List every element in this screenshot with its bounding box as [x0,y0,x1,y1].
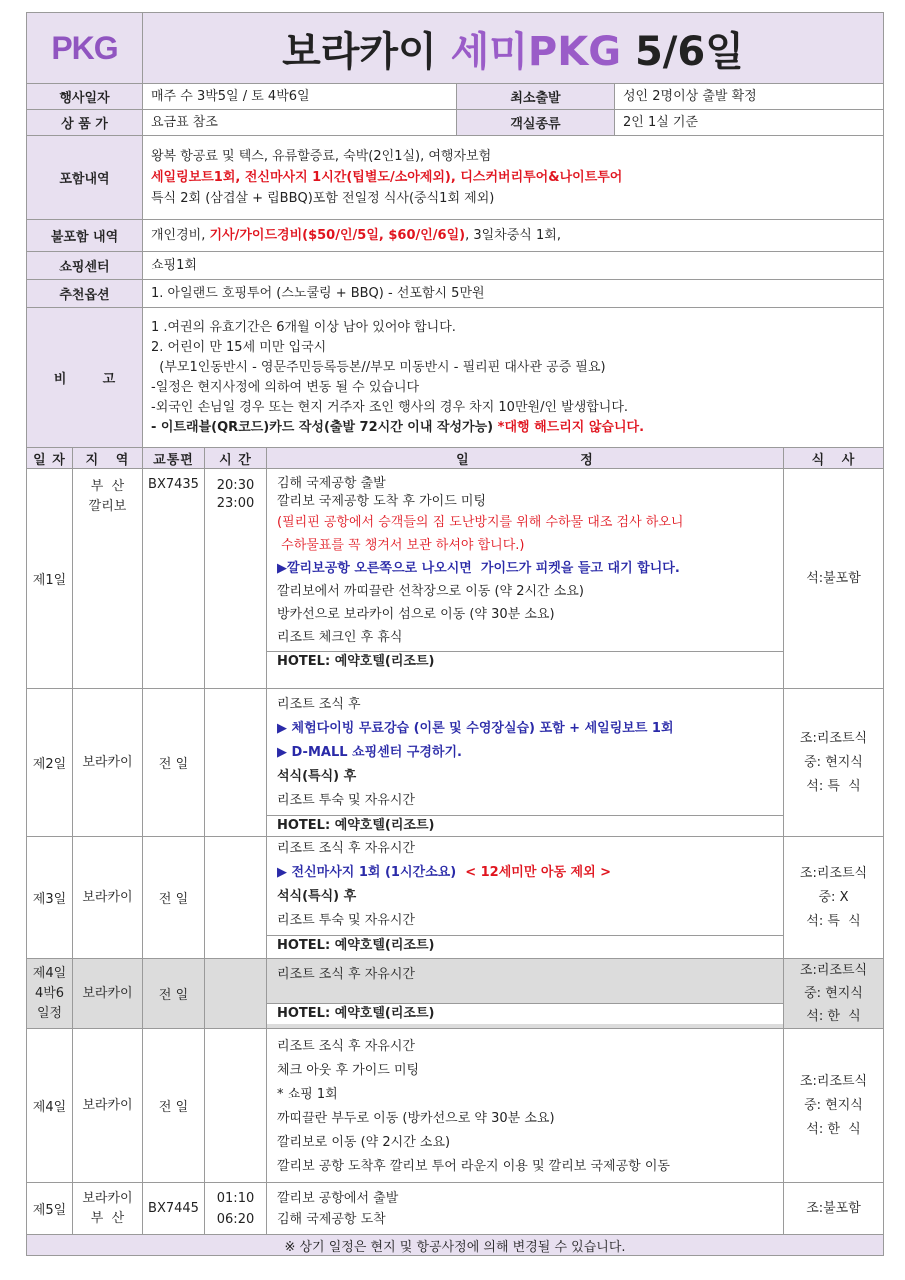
hotel-line: HOTEL: 예약호텔(리조트) [267,935,783,956]
room-type-value: 2인 1실 기준 [615,110,884,136]
shopping-value: 쇼핑1회 [143,252,884,280]
itinerary-line: 리조트 투숙 및 자유시간 [277,793,415,808]
hotel-line: HOTEL: 예약호텔(리조트) [267,815,783,836]
meal: 조:리조트식 중: 현지식 석: 한 식 [784,1029,884,1183]
note-line-1: 1 .여권의 유효기간은 6개월 이상 남아 있어야 합니다. [151,319,456,335]
day-label: 제4일 [27,1029,73,1183]
hotel-line: HOTEL: 예약호텔(리조트) [267,651,783,672]
schedule-row-day3 [27,837,884,959]
schedule-row-day4-option [27,959,884,1029]
title-main: 보라카이 [282,28,451,75]
itinerary-line: 리조트 조식 후 [277,697,361,712]
itinerary-line: 리조트 조식 후 자유시간 [277,841,415,856]
itinerary-page [26,12,884,1256]
room-type-label: 객실종류 [457,110,615,136]
area: 보라카이 [73,959,143,1029]
note-line-6 [151,418,875,438]
itinerary-cell [267,959,784,1029]
notes-label: 비 고 [27,308,143,448]
itinerary-cell [267,1029,784,1183]
itinerary-line: ▶ 체험다이빙 무료강습 (이론 및 수영장실습) 포함 + 세일링보트 1회 [277,721,674,736]
meal: 조:불포함 [784,1183,884,1235]
day-label: 제5일 [27,1183,73,1235]
itinerary-line: (필리핀 공항에서 승객들의 짐 도난방지를 위해 수하물 대조 검사 하오니 [277,515,684,530]
schedule-row-day1 [27,469,884,689]
excluded-a: 개인경비, [151,228,210,243]
page-title [143,13,884,84]
itinerary-line: ▶깔리보공항 오른쪽으로 나오시면 가이드가 피켓을 들고 대기 합니다. [277,561,680,576]
area: 보라카이 [73,689,143,837]
options-value: 1. 아일랜드 호핑투어 (스노쿨링 + BBQ) - 선포함시 5만원 [143,280,884,308]
meal: 조:리조트식 중: 현지식 석: 한 식 [784,959,884,1029]
meal: 석:불포함 [784,469,884,689]
schedule-table [26,447,884,1256]
itinerary-line: 석식(특식) 후 [277,889,357,904]
note-line-4: -일정은 현지사정에 의하여 변동 될 수 있습니다 [151,379,420,395]
itinerary-line: ▶ D-MALL 쇼핑센터 구경하기. [277,745,462,760]
pkg-label: PKG [27,13,143,84]
dates-value: 매주 수 3박5일 / 토 4박6일 [143,84,457,110]
transport: 전 일 [143,959,205,1029]
options-label: 추천옵션 [27,280,143,308]
itinerary-line: 리조트 투숙 및 자유시간 [277,913,415,928]
note-qr-warning: *대행 해드리지 않습니다. [497,419,645,435]
area: 보라카이 [73,837,143,959]
itinerary-line: 김해 국제공항 출발 [277,476,386,491]
time [205,1029,267,1183]
excluded-c: , 3일차중식 1회, [465,228,561,243]
info-table [26,83,884,448]
time: 01:10 06:20 [205,1183,267,1235]
time [205,689,267,837]
area: 보라카이 부 산 [73,1183,143,1235]
included-value [143,136,884,220]
itinerary-line: 깔리보에서 까띠끌란 선착장으로 이동 (약 2시간 소요) [277,584,584,599]
title-days: 5/6일 [621,28,744,75]
transport: BX7445 [143,1183,205,1235]
itinerary-line: 석식(특식) 후 [277,769,357,784]
included-label: 포함내역 [27,136,143,220]
itinerary-line: 깔리보 공항 도착후 깔리보 투어 라운지 이용 및 깔리보 국제공항 이동 [277,1158,670,1174]
schedule-row-day2 [27,689,884,837]
dates-label: 행사일자 [27,84,143,110]
time: 20:30 23:00 [205,469,267,689]
col-time: 시 간 [205,448,267,469]
area: 보라카이 [73,1029,143,1183]
itinerary-cell [267,689,784,837]
itinerary-line: 리조트 조식 후 자유시간 [277,1038,415,1054]
col-meal: 식 사 [784,448,884,469]
price-label: 상 품 가 [27,110,143,136]
excluded-label: 불포함 내역 [27,220,143,252]
col-day: 일 자 [27,448,73,469]
excluded-value [143,220,884,252]
included-line-2: 세일링보트1회, 전신마사지 1시간(팁별도/소아제외), 디스커버리투어&나이트투어 [151,170,623,185]
time [205,959,267,1029]
meal: 조:리조트식 중: 현지식 석: 특 식 [784,689,884,837]
note-line-2: 2. 어린이 만 15세 미만 입국시 [151,339,327,355]
itinerary-cell [267,1183,784,1235]
col-itinerary: 일 정 [267,448,784,469]
itinerary-line: 깔리보 공항에서 출발 [277,1190,399,1206]
note-line-5: -외국인 손님일 경우 또는 현지 거주자 조인 행사의 경우 차지 10만원/인 발생합니다. [151,399,629,415]
shopping-label: 쇼핑센터 [27,252,143,280]
itinerary-cell [267,837,784,959]
day-label: 제3일 [27,837,73,959]
day-label: 제4일 4박6 일정 [27,959,73,1029]
time [205,837,267,959]
day-label: 제1일 [27,469,73,689]
itinerary-line: 체크 아웃 후 가이드 미팅 [277,1062,420,1078]
itinerary-line: 방카선으로 보라카이 섬으로 이동 (약 30분 소요) [277,607,555,622]
itinerary-line: ▶ 전신마사지 1회 (1시간소요) < 12세미만 아동 제외 > [277,865,612,880]
transport: 전 일 [143,1029,205,1183]
transport: 전 일 [143,689,205,837]
itinerary-line: 리조트 조식 후 자유시간 [277,967,415,982]
itinerary-line: * 쇼핑 1회 [277,1086,338,1102]
included-line-3: 특식 2회 (삼겹살 + 립BBQ)포함 전일정 식사(중식1회 제외) [151,191,495,206]
transport: BX7435 [143,469,205,689]
itinerary-line: 리조트 체크인 후 휴식 [277,630,403,645]
hotel-line: HOTEL: 예약호텔(리조트) [267,1003,783,1024]
title-table [26,12,884,84]
min-depart-label: 최소출발 [457,84,615,110]
itinerary-line: 수하물표를 꼭 챙겨서 보관 하셔야 합니다.) [277,538,525,553]
notes-value [143,308,884,448]
itinerary-line: 깔리보 국제공항 도착 후 가이드 미팅 [277,494,487,509]
itinerary-line: 깔리보로 이동 (약 2시간 소요) [277,1134,451,1150]
min-depart-value: 성인 2명이상 출발 확정 [615,84,884,110]
col-area: 지 역 [73,448,143,469]
included-line-1: 왕복 항공료 및 텍스, 유류할증료, 숙박(2인1실), 여행자보험 [151,149,492,164]
schedule-row-day5 [27,1183,884,1235]
itinerary-line: 김해 국제공항 도착 [277,1211,386,1227]
col-transport: 교통편 [143,448,205,469]
schedule-row-day4 [27,1029,884,1183]
transport: 전 일 [143,837,205,959]
title-accent: 세미PKG [450,28,622,75]
itinerary-line: 까띠끌란 부두로 이동 (방카선으로 약 30분 소요) [277,1110,555,1126]
footer-notice: ※ 상기 일정은 현지 및 항공사정에 의해 변경될 수 있습니다. [27,1235,884,1256]
itinerary-cell [267,469,784,689]
area: 부 산 깔리보 [73,469,143,689]
excluded-b: 기사/가이드경비($50/인/5일, $60/인/6일) [209,228,466,243]
note-line-3: (부모1인동반시 - 영문주민등록등본//부모 미동반시 - 필리핀 대사관 공증 필요) [151,359,606,375]
meal: 조:리조트식 중: X 석: 특 식 [784,837,884,959]
note-qr: - 이트래블(QR코드)카드 작성(출발 72시간 이내 작성가능) [151,419,498,435]
price-value: 요금표 참조 [143,110,457,136]
day-label: 제2일 [27,689,73,837]
